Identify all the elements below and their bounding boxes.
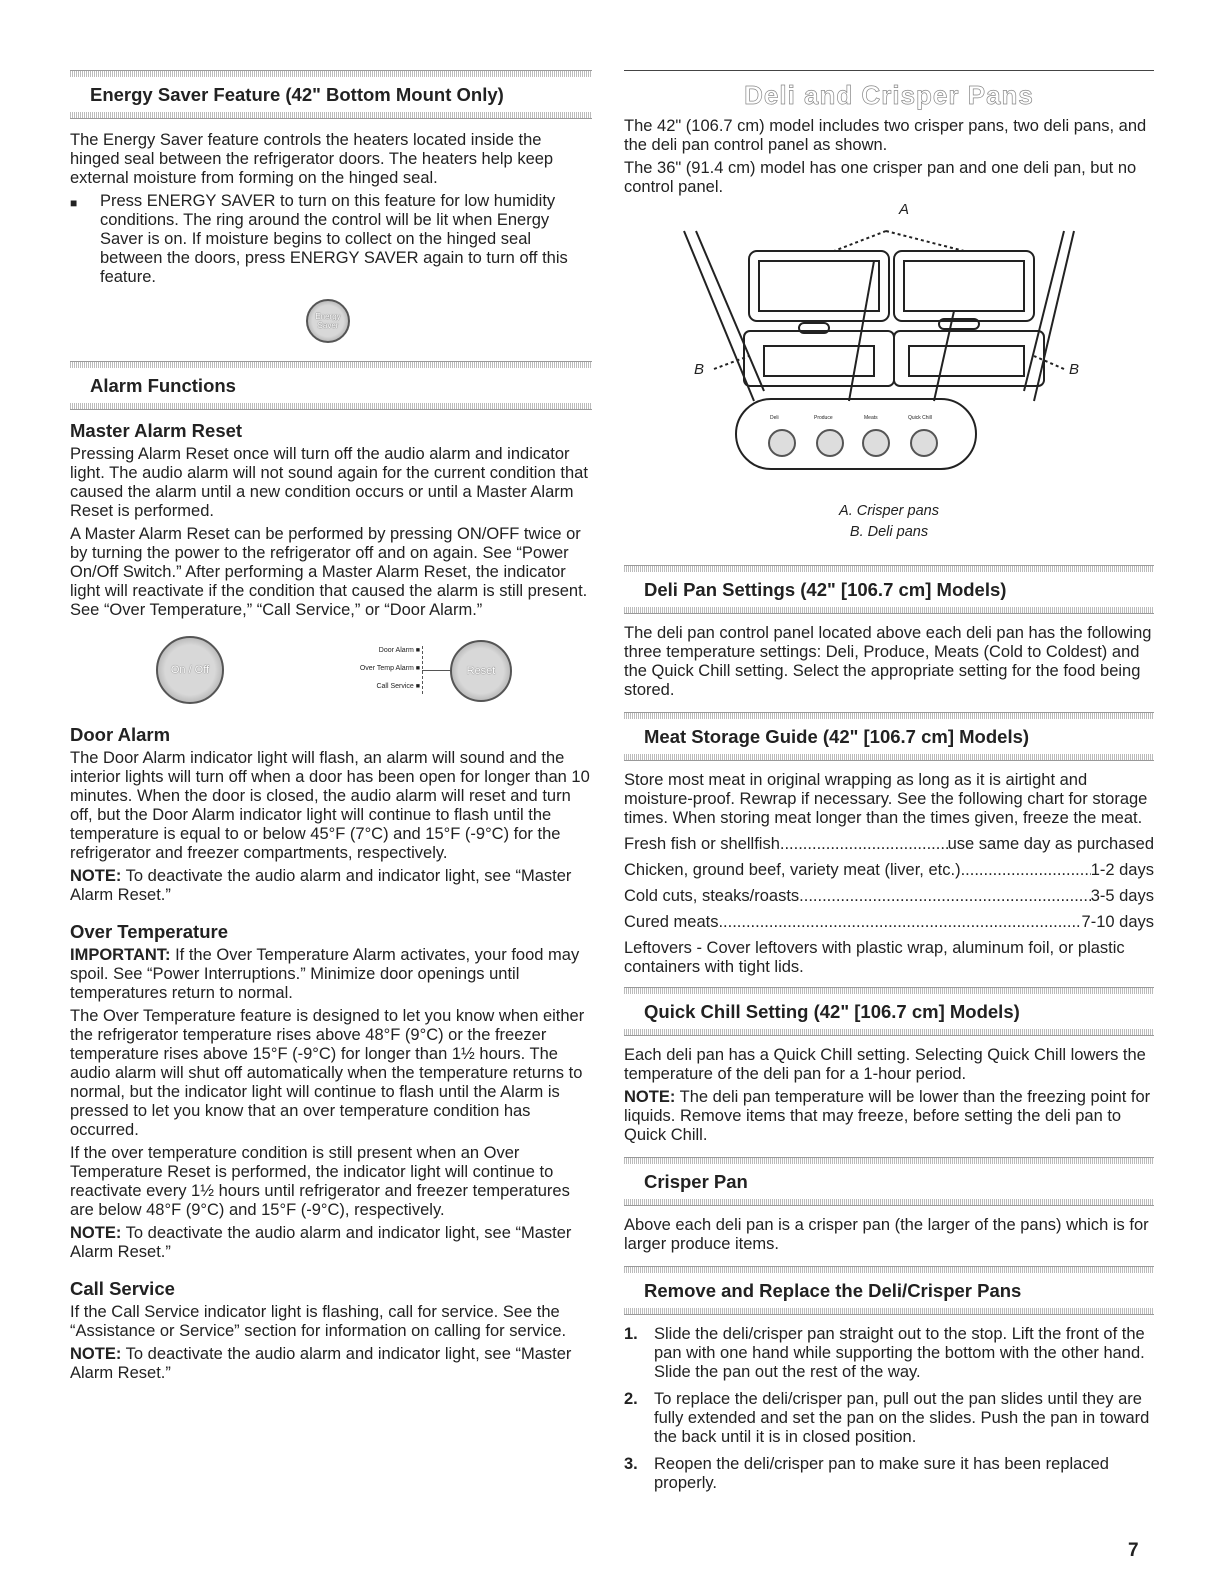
call-service-indicator-label: Call Service xyxy=(376,683,414,690)
meat-storage-heading: Meat Storage Guide (42" [106.7 cm] Models) xyxy=(644,726,1030,747)
over-temp-indicator-label: Over Temp Alarm xyxy=(359,665,414,672)
figure-caption xyxy=(624,501,1154,543)
caption-crisper-pans: A. Crisper pans xyxy=(839,503,939,519)
leader-dots xyxy=(780,835,948,854)
leader-dots xyxy=(961,861,1091,880)
energy-saver-figure xyxy=(70,291,592,361)
step-text: Reopen the deli/crisper pan to make sure it has been replaced properly. xyxy=(654,1455,1109,1492)
crisper-pan-paragraph: Above each deli pan is a crisper pan (the larger of the pans) which is for larger produce items. xyxy=(624,1216,1149,1253)
remove-replace-heading: Remove and Replace the Deli/Crisper Pans xyxy=(644,1280,1022,1301)
section-rule xyxy=(70,403,592,410)
table-row xyxy=(624,887,1154,906)
section-rule xyxy=(624,607,1154,614)
call-service-paragraph: If the Call Service indicator light is flashing, call for service. See the “Assistance or Service” section for information on calling for service. xyxy=(70,1303,567,1340)
label-b-left: B xyxy=(694,361,705,378)
step-number: 2. xyxy=(624,1390,638,1408)
master-alarm-paragraph: Pressing Alarm Reset once will turn off the audio alarm and indicator light. The audio alarm will not sound again for the current condition that caused the alarm until a new condition occurs or until a Master Alarm Reset is performed. xyxy=(70,445,588,520)
note-text: The deli pan temperature will be lower than the freezing point for liquids. Remove items that may freeze, before setting the deli pan to Quick Chill. xyxy=(624,1088,1151,1144)
section-rule xyxy=(624,1029,1154,1036)
table-row xyxy=(624,835,1154,854)
deli-paragraph: The 42" (106.7 cm) model includes two crisper pans, two deli pans, and the deli pan control panel as shown. xyxy=(624,117,1147,154)
step-text: To replace the deli/crisper pan, pull out the pan slides until they are fully extended and set the pan on the slides. Push the pan in toward the back until it is in closed position. xyxy=(654,1390,1150,1446)
alarm-functions-heading: Alarm Functions xyxy=(90,375,236,396)
note-label: NOTE: xyxy=(624,1088,676,1106)
energy-saver-heading: Energy Saver Feature (42" Bottom Mount Only) xyxy=(90,84,504,105)
on-off-button: On / Off xyxy=(156,636,224,704)
step-item xyxy=(624,1325,1154,1382)
deli-crisper-figure xyxy=(624,201,1154,501)
energy-saver-button-label: Energy xyxy=(315,312,341,321)
energy-saver-bullet xyxy=(70,192,592,287)
section-rule xyxy=(70,112,592,119)
call-service-note xyxy=(70,1345,592,1383)
note-label: NOTE: xyxy=(70,1345,122,1363)
door-alarm-indicator-label: Door Alarm xyxy=(378,647,414,654)
over-temperature-paragraph: The Over Temperature feature is designed to let you know when either the refrigerator temperature rises above 48°F (9°C) or the freezer temperature rises above 15°F (-9°C) for longer than 1½ hours. The audio alarm will shut off automatically when the temperature returns to normal, but the indicator light will continue to flash until the Alarm is pressed to let you know that an over temperature condition has occurred. xyxy=(70,1007,585,1139)
important-label: IMPORTANT: xyxy=(70,946,171,964)
caption-deli-pans: B. Deli pans xyxy=(849,524,929,540)
quick-chill-heading: Quick Chill Setting (42" [106.7 cm] Models) xyxy=(644,1001,1020,1022)
section-rule xyxy=(624,565,1154,572)
produce-button-label: Produce xyxy=(814,415,833,421)
meat-storage-table xyxy=(624,835,1154,932)
indicator-lights: Door Alarm ■ Over Temp Alarm ■ Call Service ■ xyxy=(359,647,420,690)
storage-time: 3-5 days xyxy=(1090,887,1154,905)
door-alarm-paragraph: The Door Alarm indicator light will flash, an alarm will sound and the interior lights will turn off when a door has been open for longer than 10 minutes. When the door is closed, the audio alarm will reset and turn off, but the Door Alarm indicator light will continue to flash until the temperature is equal to or below 45°F (7°C) and 15°F (-9°C) for the refrigerator and freezer compartments, respectively. xyxy=(70,749,590,862)
meat-item: Chicken, ground beef, variety meat (liver, etc.) xyxy=(624,861,961,879)
meat-item: Fresh fish or shellfish xyxy=(624,835,780,853)
section-rule xyxy=(624,1266,1154,1273)
quick-chill-button-label: Quick Chill xyxy=(908,415,932,421)
left-column xyxy=(70,70,592,1387)
storage-time: 7-10 days xyxy=(1081,913,1154,931)
section-rule xyxy=(624,987,1154,994)
leader-dots xyxy=(799,887,1091,906)
over-temperature-heading: Over Temperature xyxy=(70,921,228,942)
over-temperature-paragraph: If the over temperature condition is still present when an Over Temperature Reset is performed, the indicator light will continue to reactivate every 1½ hours until refrigerator and freezer temperatures are below 48°F (9°C) and 15°F (-9°C), respectively. xyxy=(70,1144,570,1219)
label-b-right: B xyxy=(1069,361,1080,378)
note-label: NOTE: xyxy=(70,1224,122,1242)
door-alarm-heading: Door Alarm xyxy=(70,724,171,745)
quick-chill-paragraph: Each deli pan has a Quick Chill setting. Selecting Quick Chill lowers the temperature of the deli pan for a 1-hour period. xyxy=(624,1046,1146,1083)
reset-button: Reset xyxy=(450,640,512,702)
energy-saver-button-label: Saver xyxy=(317,321,339,330)
meats-button-label: Meats xyxy=(864,415,878,421)
section-rule xyxy=(70,361,592,368)
energy-saver-paragraph: The Energy Saver feature controls the heaters located inside the hinged seal between the refrigerator doors. The heaters help keep external moisture from forming on the hinged seal. xyxy=(70,131,554,187)
master-alarm-paragraph: A Master Alarm Reset can be performed by pressing ON/OFF twice or by turning the power to the refrigerator off and on again. See “Power On/Off Switch.” After performing a Master Alarm Reset, the indicator light will reactivate if the condition that caused the alarm is still present. See “Over Temperature,” “Call Service,” or “Door Alarm.” xyxy=(70,525,588,619)
pans-illustration xyxy=(624,201,1154,501)
note-text: To deactivate the audio alarm and indicator light, see “Master Alarm Reset.” xyxy=(70,867,572,904)
leftovers-paragraph: Leftovers - Cover leftovers with plastic wrap, aluminum foil, or plastic containers with tight lids. xyxy=(624,939,1125,976)
section-rule xyxy=(624,1157,1154,1164)
connector-line xyxy=(422,670,452,671)
crisper-pan-heading: Crisper Pan xyxy=(644,1171,748,1192)
note-text: To deactivate the audio alarm and indicator light, see “Master Alarm Reset.” xyxy=(70,1345,572,1382)
page-number: 7 xyxy=(1128,1540,1139,1561)
deli-pan-settings-heading: Deli Pan Settings (42" [106.7 cm] Models) xyxy=(644,579,1007,600)
energy-saver-button xyxy=(306,299,350,343)
step-item xyxy=(624,1390,1154,1447)
table-row xyxy=(624,861,1154,880)
deli-crisper-heading: Deli and Crisper Pans xyxy=(744,80,1034,110)
table-row xyxy=(624,913,1154,932)
section-rule xyxy=(624,1308,1154,1315)
meat-item: Cold cuts, steaks/roasts xyxy=(624,887,800,905)
deli-button-label: Deli xyxy=(770,415,779,421)
step-number: 1. xyxy=(624,1325,638,1343)
call-service-heading: Call Service xyxy=(70,1278,175,1299)
meat-item: Cured meats xyxy=(624,913,719,931)
note-text: To deactivate the audio alarm and indicator light, see “Master Alarm Reset.” xyxy=(70,1224,572,1261)
step-text: Slide the deli/crisper pan straight out to the stop. Lift the front of the pan with one hand while supporting the bottom with the other hand. Slide the pan out the rest of the way. xyxy=(654,1325,1145,1381)
storage-time: use same day as purchased xyxy=(947,835,1154,853)
note-label: NOTE: xyxy=(70,867,122,885)
deli-pan-settings-paragraph: The deli pan control panel located above each deli pan has the following three temperature settings: Deli, Produce, Meats (Cold to Coldest) and the Quick Chill setting. Select the appropriate setting for the food being stored. xyxy=(624,624,1152,699)
right-column xyxy=(624,70,1154,1501)
section-rule xyxy=(624,754,1154,761)
section-rule xyxy=(624,1199,1154,1206)
step-item xyxy=(624,1455,1154,1493)
step-number: 3. xyxy=(624,1455,638,1473)
quick-chill-note xyxy=(624,1088,1154,1145)
storage-time: 1-2 days xyxy=(1090,861,1154,879)
over-temperature-note xyxy=(70,1224,592,1262)
important-text: If the Over Temperature Alarm activates, your food may spoil. See “Power Interruptions.” Minimize door openings until temperatures return to normal. xyxy=(70,946,580,1002)
meat-storage-paragraph: Store most meat in original wrapping as long as it is airtight and moisture-proof. Rewrap if necessary. See the following chart for storage times. When storing meat longer than the times given, freeze the meat. xyxy=(624,771,1148,827)
label-a: A xyxy=(899,201,910,218)
master-alarm-reset-heading: Master Alarm Reset xyxy=(70,420,243,441)
alarm-controls-figure xyxy=(70,624,592,714)
door-alarm-note xyxy=(70,867,592,905)
over-temperature-important xyxy=(70,946,592,1003)
section-rule xyxy=(70,70,592,77)
energy-saver-bullet-text: Press ENERGY SAVER to turn on this feature for low humidity conditions. The ring around the control will be lit when Energy Saver is on. If moisture begins to collect on the hinged seal between the doors, press ENERGY SAVER again to turn off this feature. xyxy=(100,192,568,286)
bullet-square-icon: ■ xyxy=(70,196,78,210)
leader-dots xyxy=(718,913,1081,932)
deli-paragraph: The 36" (91.4 cm) model has one crisper pan and one deli pan, but no control panel. xyxy=(624,159,1137,196)
section-rule xyxy=(624,712,1154,719)
